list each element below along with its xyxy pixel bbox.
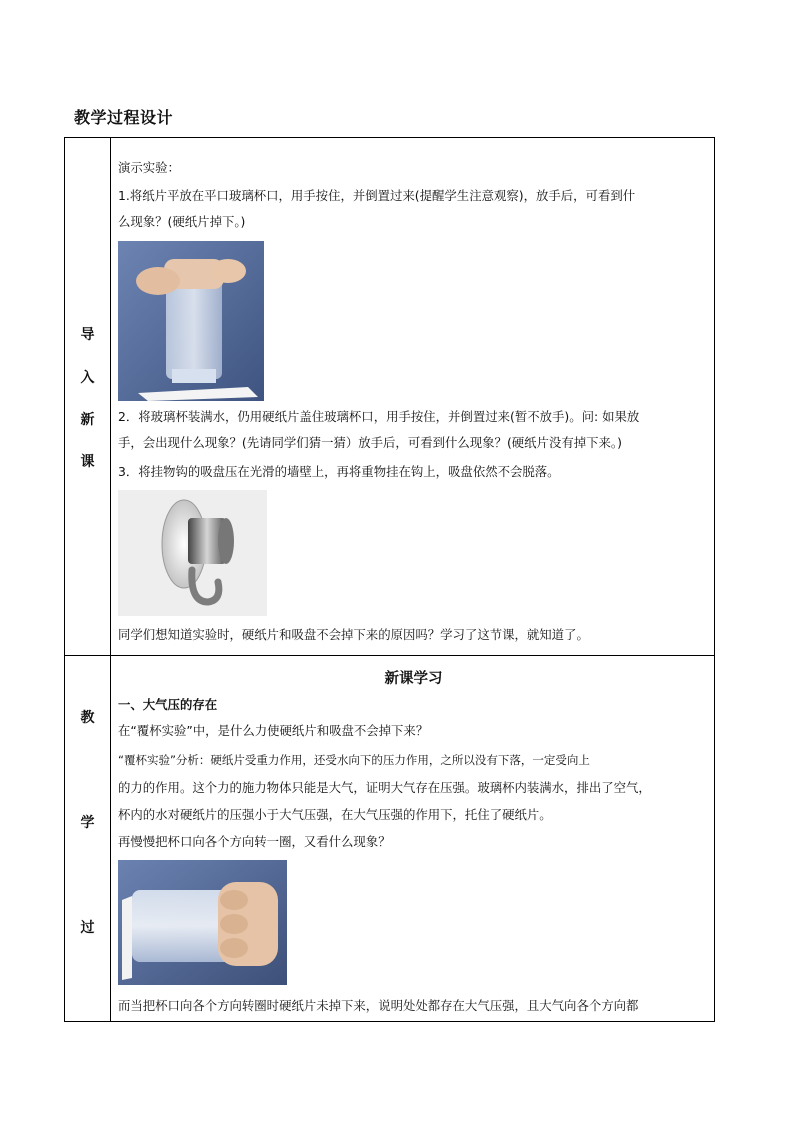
- side-char: 课: [80, 454, 95, 470]
- intro-line: 手，会出现什么现象？(先请同学们猜一猜）放手后，可看到什么现象？(硬纸片没有掉下来。): [118, 435, 622, 450]
- side-char: 导: [80, 327, 95, 343]
- intro-line: 演示实验：: [118, 160, 180, 175]
- teaching-line: 的力的作用。这个力的施力物体只能是大气，证明大气存在压强。玻璃杯内装满水，排出了空气，: [118, 780, 651, 795]
- side-char: 新: [80, 412, 95, 428]
- side-char: 教: [80, 710, 95, 726]
- page-heading: 教学过程设计: [74, 108, 174, 127]
- row-divider: [65, 655, 714, 656]
- suction-hook-illustration: [118, 490, 267, 616]
- teaching-line: 再慢慢把杯口向各个方向转一圈，又看什么现象？: [118, 834, 391, 849]
- intro-line: 么现象？(硬纸片掉下。): [118, 214, 246, 229]
- teaching-line: “覆杯实验”分析：硬纸片受重力作用，还受水向下的压力作用，之所以没有下落，一定受向上: [118, 753, 590, 767]
- teaching-line: 而当把杯口向各个方向转圈时硬纸片未掉下来，说明处处都存在大气压强，且大气向各个方向都: [118, 998, 639, 1013]
- side-char: 学: [80, 815, 95, 831]
- column-divider: [110, 138, 111, 1021]
- intro-line: 同学们想知道实验时，硬纸片和吸盘不会掉下来的原因吗？学习了这节课，就知道了。: [118, 627, 589, 642]
- intro-line: 3．将挂物钩的吸盘压在光滑的墙壁上，再将重物挂在钩上，吸盘依然不会脱落。: [118, 464, 560, 479]
- teaching-line: 杯内的水对硬纸片的压强小于大气压强，在大气压强的作用下，托住了硬纸片。: [118, 807, 552, 822]
- sideways-glass-photo: [118, 860, 287, 985]
- inverted-glass-photo: [118, 241, 264, 401]
- side-char: 过: [80, 920, 95, 936]
- intro-line: 2．将玻璃杯装满水，仍用硬纸片盖住玻璃杯口，用手按住，并倒置过来(暂不放手)。问: 如果放: [118, 409, 640, 424]
- subheading: 一、大气压的存在: [118, 697, 218, 712]
- sideways-glass-illustration: [118, 860, 287, 985]
- teaching-line: 在“覆杯实验”中，是什么力使硬纸片和吸盘不会掉下来？: [118, 723, 429, 738]
- suction-hook-photo: [118, 490, 267, 616]
- lesson-table: [64, 137, 715, 1022]
- side-char: 入: [80, 370, 95, 386]
- inverted-glass-illustration: [118, 241, 264, 401]
- section-title: 新课学习: [384, 671, 443, 687]
- intro-line: 1.将纸片平放在平口玻璃杯口，用手按住，并倒置过来(提醒学生注意观察)，放手后，可看到什: [118, 188, 636, 203]
